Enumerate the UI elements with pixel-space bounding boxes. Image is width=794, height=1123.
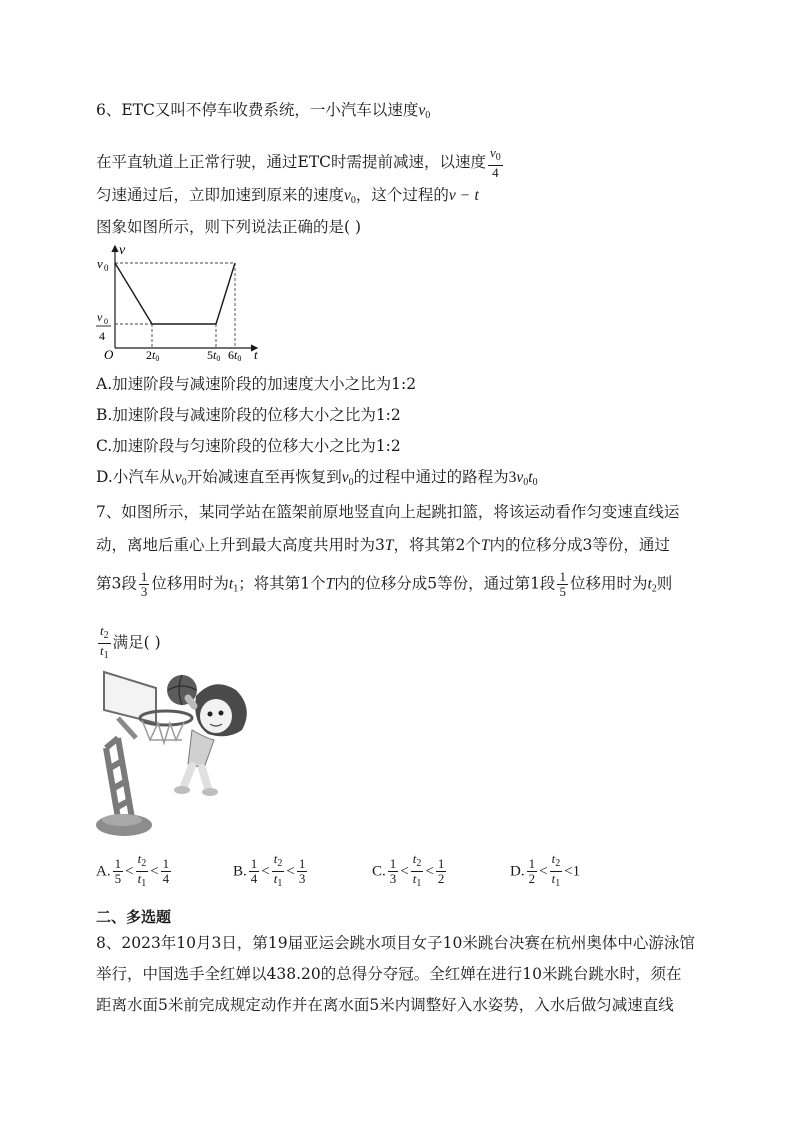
svg-text:0: 0 [104,317,108,326]
q7-line4: $\frac{t_2}{t_1}$ 满足( ) [100,623,161,661]
svg-text:4: 4 [99,329,105,343]
section-title: 二、多选题 [96,908,172,926]
q6-line3: 匀速通过后，立即加速到原来的速度$v_0$，这个过程的v − t [96,186,479,206]
q6-line2: 在平直轨道上正常行驶，通过ETC时需提前减速，以速度 $\frac{v_0}{4}$ [96,145,501,180]
q8-line1: 8、2023年10月3日，第19届亚运会跳水项目女子10米跳台决赛在杭州奥体中心游泳馆 [96,934,695,952]
svg-text:2t0: 2t0 [146,348,160,362]
q7-option-b[interactable]: B. $\frac{1}{4}$ < $\frac{t_2}{t_1}$ < $\frac{1}{3}$ [233,851,306,889]
svg-text:O: O [104,347,114,362]
q8-line2: 举行，中国选手全红婵以438.20的总得分夺冠。全红婵在进行10米跳台跳水时，须在 [96,965,682,983]
velocity-curve [115,263,235,324]
q6-option-a[interactable]: A.加速阶段与减速阶段的加速度大小之比为1:2 [96,375,417,393]
svg-text:v: v [97,310,103,324]
q6-option-c[interactable]: C.加速阶段与匀速阶段的位移大小之比为1:2 [96,437,401,455]
q7-option-a[interactable]: A. $\frac{1}{5}$ < $\frac{t_2}{t_1}$ < $\frac{1}{4}$ [96,851,170,889]
q7-option-c[interactable]: C. $\frac{1}{3}$ < $\frac{t_2}{t_1}$ < $\frac{1}{2}$ [372,851,445,889]
q8-line3: 距离水面5米前完成规定动作并在离水面5米内调整好入水姿势，入水后做匀减速直线 [96,996,674,1014]
svg-text:v: v [97,256,103,271]
q6-line4: 图象如图所示，则下列说法正确的是( ) [96,218,362,236]
svg-text:v: v [119,243,126,258]
svg-text:5t0: 5t0 [207,348,221,362]
q7-line3: 第3段 $\frac{1}{3}$ 位移用时为$t_1$；将其第1个T内的位移分成5等份，通过第1段 $\frac{1}{5}$ 位移用时为$t_2$则 [96,569,673,599]
fraction-v0-over-4: $\frac{v_0}{4}$ [490,145,501,180]
q7-option-d[interactable]: D. $\frac{1}{2}$ < $\frac{t_2}{t_1}$ <1 [510,851,581,889]
q6-option-b[interactable]: B.加速阶段与减速阶段的位移大小之比为1:2 [96,406,401,424]
q6-line1: 6、ETC又叫不停车收费系统，一小汽车以速度$v_0$ [96,101,431,121]
svg-text:t: t [254,347,258,362]
q6-option-d[interactable]: D.小汽车从$v_0$开始减速直至再恢复到$v_0$的过程中通过的路程为$3v_0t_0$ [96,468,538,488]
velocity-time-graph [92,242,267,362]
svg-text:6t0: 6t0 [228,348,242,362]
q7-line1: 7、如图所示，某同学站在篮架前原地竖直向上起跳扣篮，将该运动看作匀变速直线运 [96,503,680,521]
basketball-dunk-illustration [96,668,254,838]
svg-text:0: 0 [104,263,109,273]
q7-line2: 动，离地后重心上升到最大高度共用时为3T，将其第2个T内的位移分成3等份，通过 [96,536,670,554]
